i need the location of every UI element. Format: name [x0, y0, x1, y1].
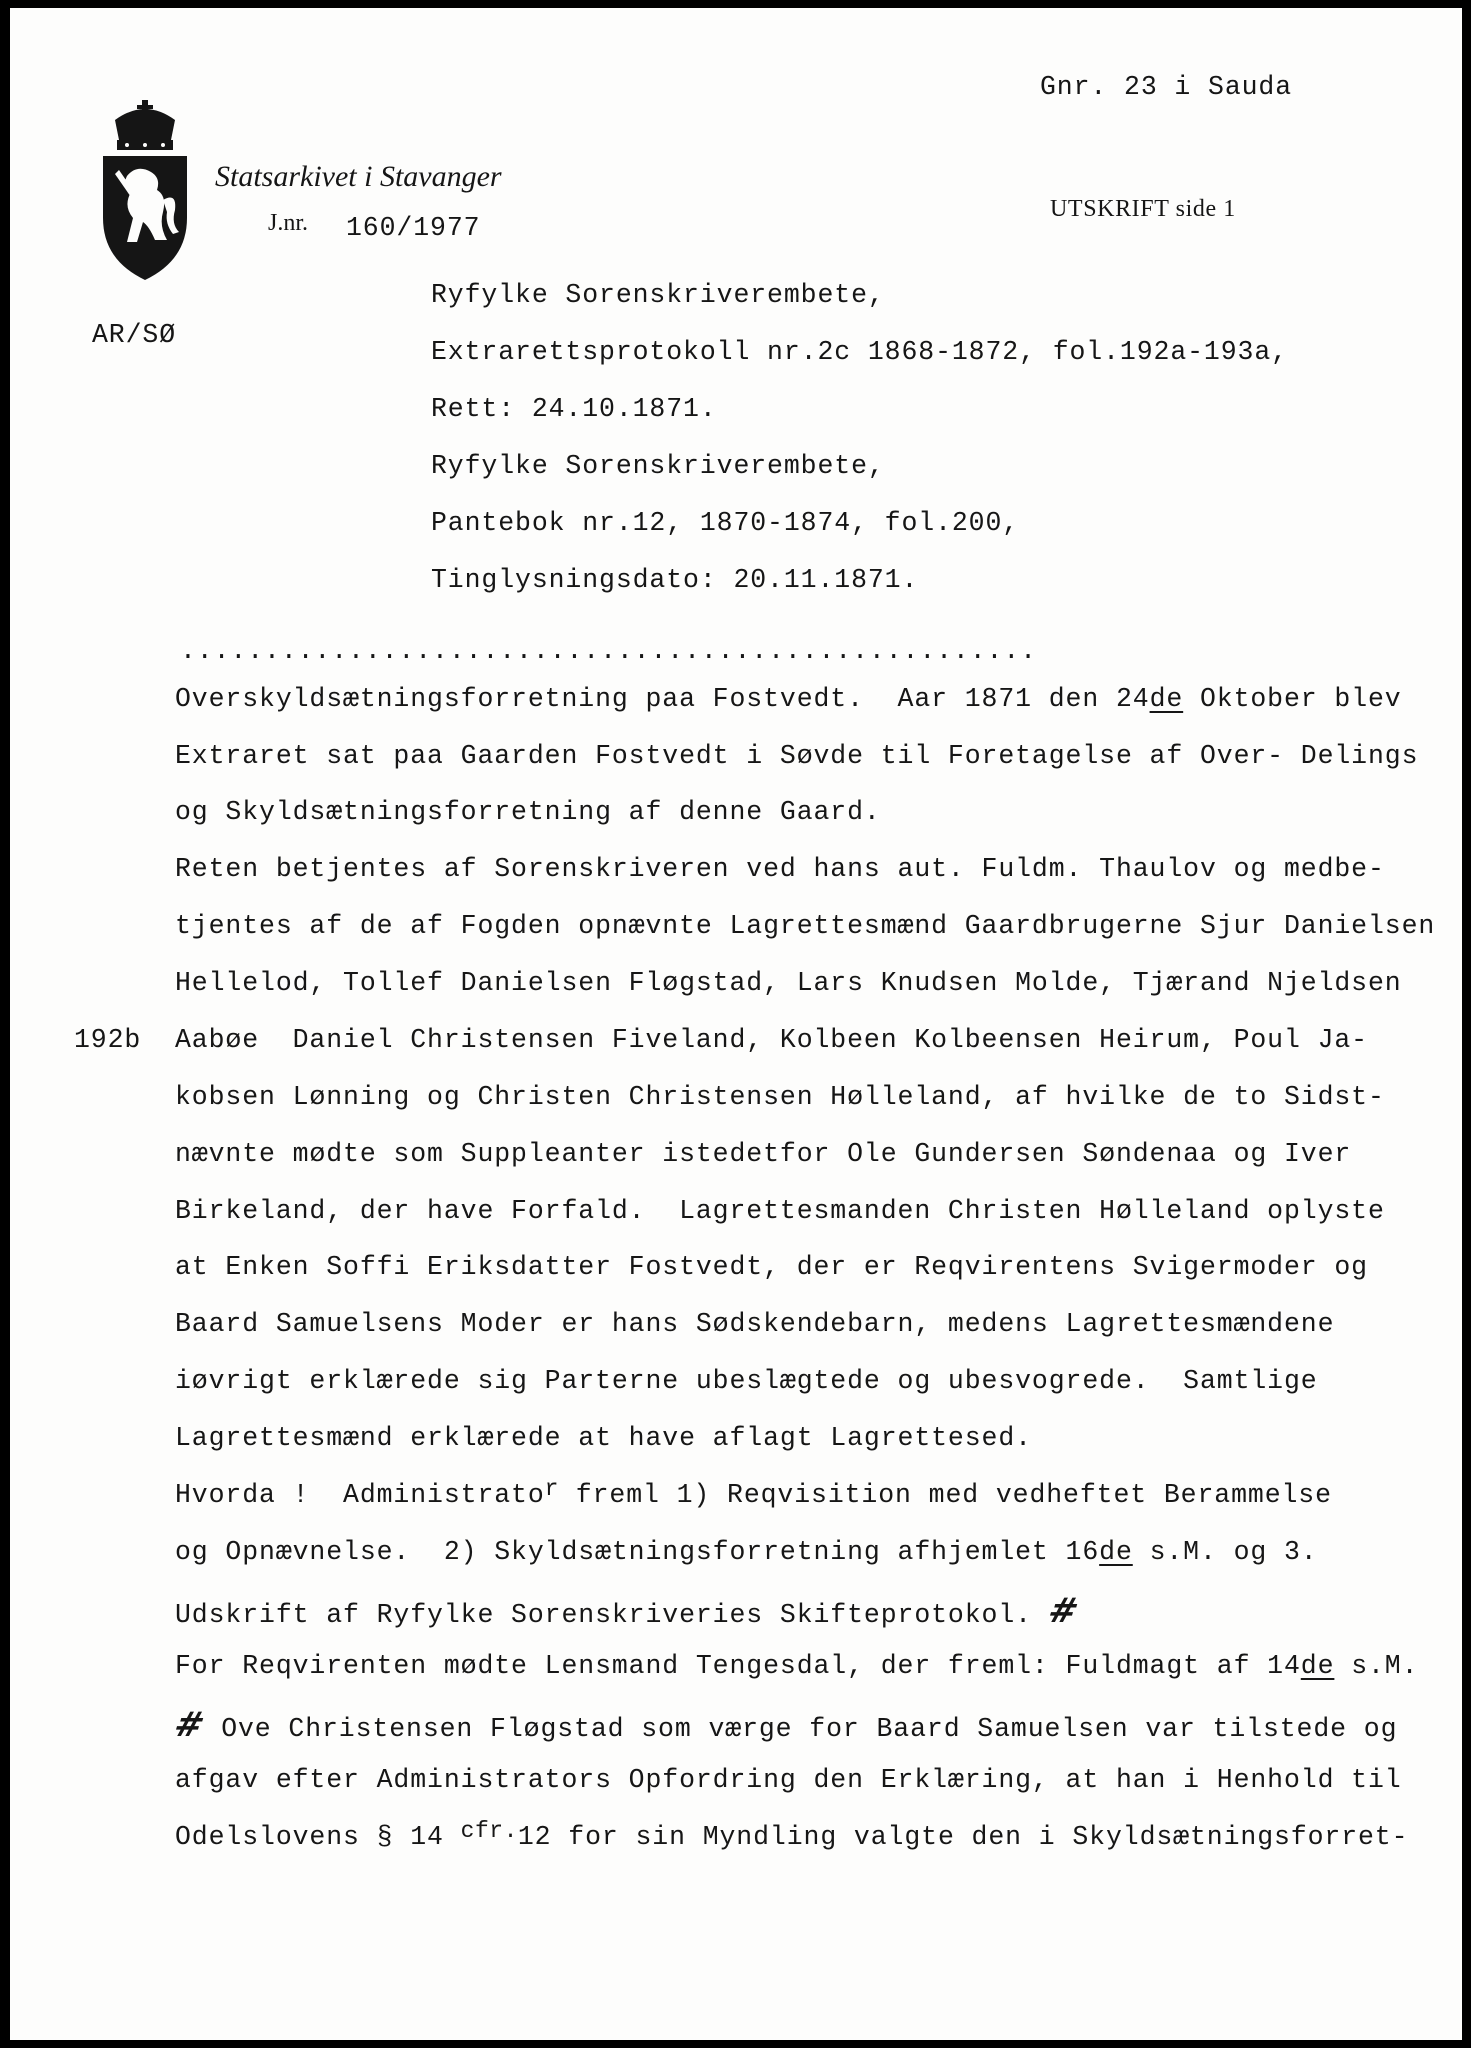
body-line: nævnte mødte som Suppleanter istedetfor Ole Gundersen Søndenaa og Iver: [175, 1139, 1352, 1169]
hash-mark: #: [169, 1705, 211, 1745]
body-line: Extraret sat paa Gaarden Fostvedt i Søvde til Foretagelse af Over- Delings: [175, 741, 1419, 771]
body-line: Udskrift af Ryfylke Sorenskriveries Skifteprotokol. #: [175, 1591, 1084, 1631]
body-line: Baard Samuelsens Moder er hans Sødskendebarn, medens Lagrettesmændene: [175, 1309, 1335, 1339]
transcript-page-label: UTSKRIFT side 1: [1050, 196, 1236, 222]
body-line: Overskyldsætningsforretning paa Fostvedt. Aar 1871 den 24de Oktober blev: [175, 684, 1402, 714]
body-line: iøvrigt erklærede sig Parterne ubeslægtede og ubesvogrede. Samtlige: [175, 1366, 1318, 1396]
source-line: Ryfylke Sorenskriverembete,: [431, 280, 885, 310]
body-line: Reten betjentes af Sorenskriveren ved hans aut. Fuldm. Thaulov og medbe-: [175, 854, 1385, 884]
farm-number: Gnr. 23 i Sauda: [1040, 72, 1293, 102]
archive-name: Statsarkivet i Stavanger: [215, 160, 502, 193]
journal-number-value: 160/1977: [346, 213, 481, 243]
document-page: [10, 8, 1462, 2040]
body-line: Lagrettesmænd erklærede at have aflagt Lagrettesed.: [175, 1423, 1032, 1453]
source-line: Pantebok nr.12, 1870-1874, fol.200,: [431, 508, 1020, 538]
source-line: Extrarettsprotokoll nr.2c 1868-1872, fol.192a-193a,: [431, 337, 1288, 367]
body-line: Hellelod, Tollef Danielsen Fløgstad, Lars Knudsen Molde, Tjærand Njeldsen: [175, 968, 1402, 998]
body-line: at Enken Soffi Eriksdatter Fostvedt, der er Reqvirentens Svigermoder og: [175, 1252, 1368, 1282]
source-line: Tinglysningsdato: 20.11.1871.: [431, 565, 919, 595]
coat-of-arms-icon: [97, 100, 193, 282]
source-line: Ryfylke Sorenskriverembete,: [431, 451, 885, 481]
body-line: og Skyldsætningsforretning af denne Gaard.: [175, 797, 881, 827]
body-line: tjentes af de af Fogden opnævnte Lagrettesmænd Gaardbrugerne Sjur Danielsen: [175, 911, 1436, 941]
folio-margin-note: 192b: [74, 1025, 142, 1055]
journal-number-label: J.nr.: [268, 210, 309, 236]
body-line: # Ove Christensen Fløgstad som værge for Baard Samuelsen var tilstede og: [169, 1705, 1398, 1745]
body-line: For Reqvirenten mødte Lensmand Tengesdal, der freml: Fuldmagt af 14de s.M.: [175, 1651, 1419, 1681]
initials: AR/SØ: [92, 320, 177, 350]
body-line: afgav efter Administrators Opfordring den Erklæring, at han i Henhold til: [175, 1765, 1402, 1795]
body-line: Odelslovens § 14 cfr.12 for sin Myndling valgte den i Skyldsætningsforret-: [175, 1818, 1409, 1852]
body-line: og Opnævnelse. 2) Skyldsætningsforretning afhjemlet 16de s.M. og 3.: [175, 1537, 1318, 1567]
dotted-separator: ...................................................: [180, 636, 1037, 666]
hash-mark: #: [1042, 1591, 1084, 1631]
body-line: Hvorda ! Administrator freml 1) Reqvisition med vedheftet Berammelse: [175, 1476, 1332, 1510]
body-line: kobsen Lønning og Christen Christensen Hølleland, af hvilke de to Sidst-: [175, 1082, 1385, 1112]
body-line: Birkeland, der have Forfald. Lagrettesmanden Christen Hølleland oplyste: [175, 1196, 1385, 1226]
body-line: Aabøe Daniel Christensen Fiveland, Kolbeen Kolbeensen Heirum, Poul Ja-: [175, 1025, 1368, 1055]
source-line: Rett: 24.10.1871.: [431, 394, 717, 424]
